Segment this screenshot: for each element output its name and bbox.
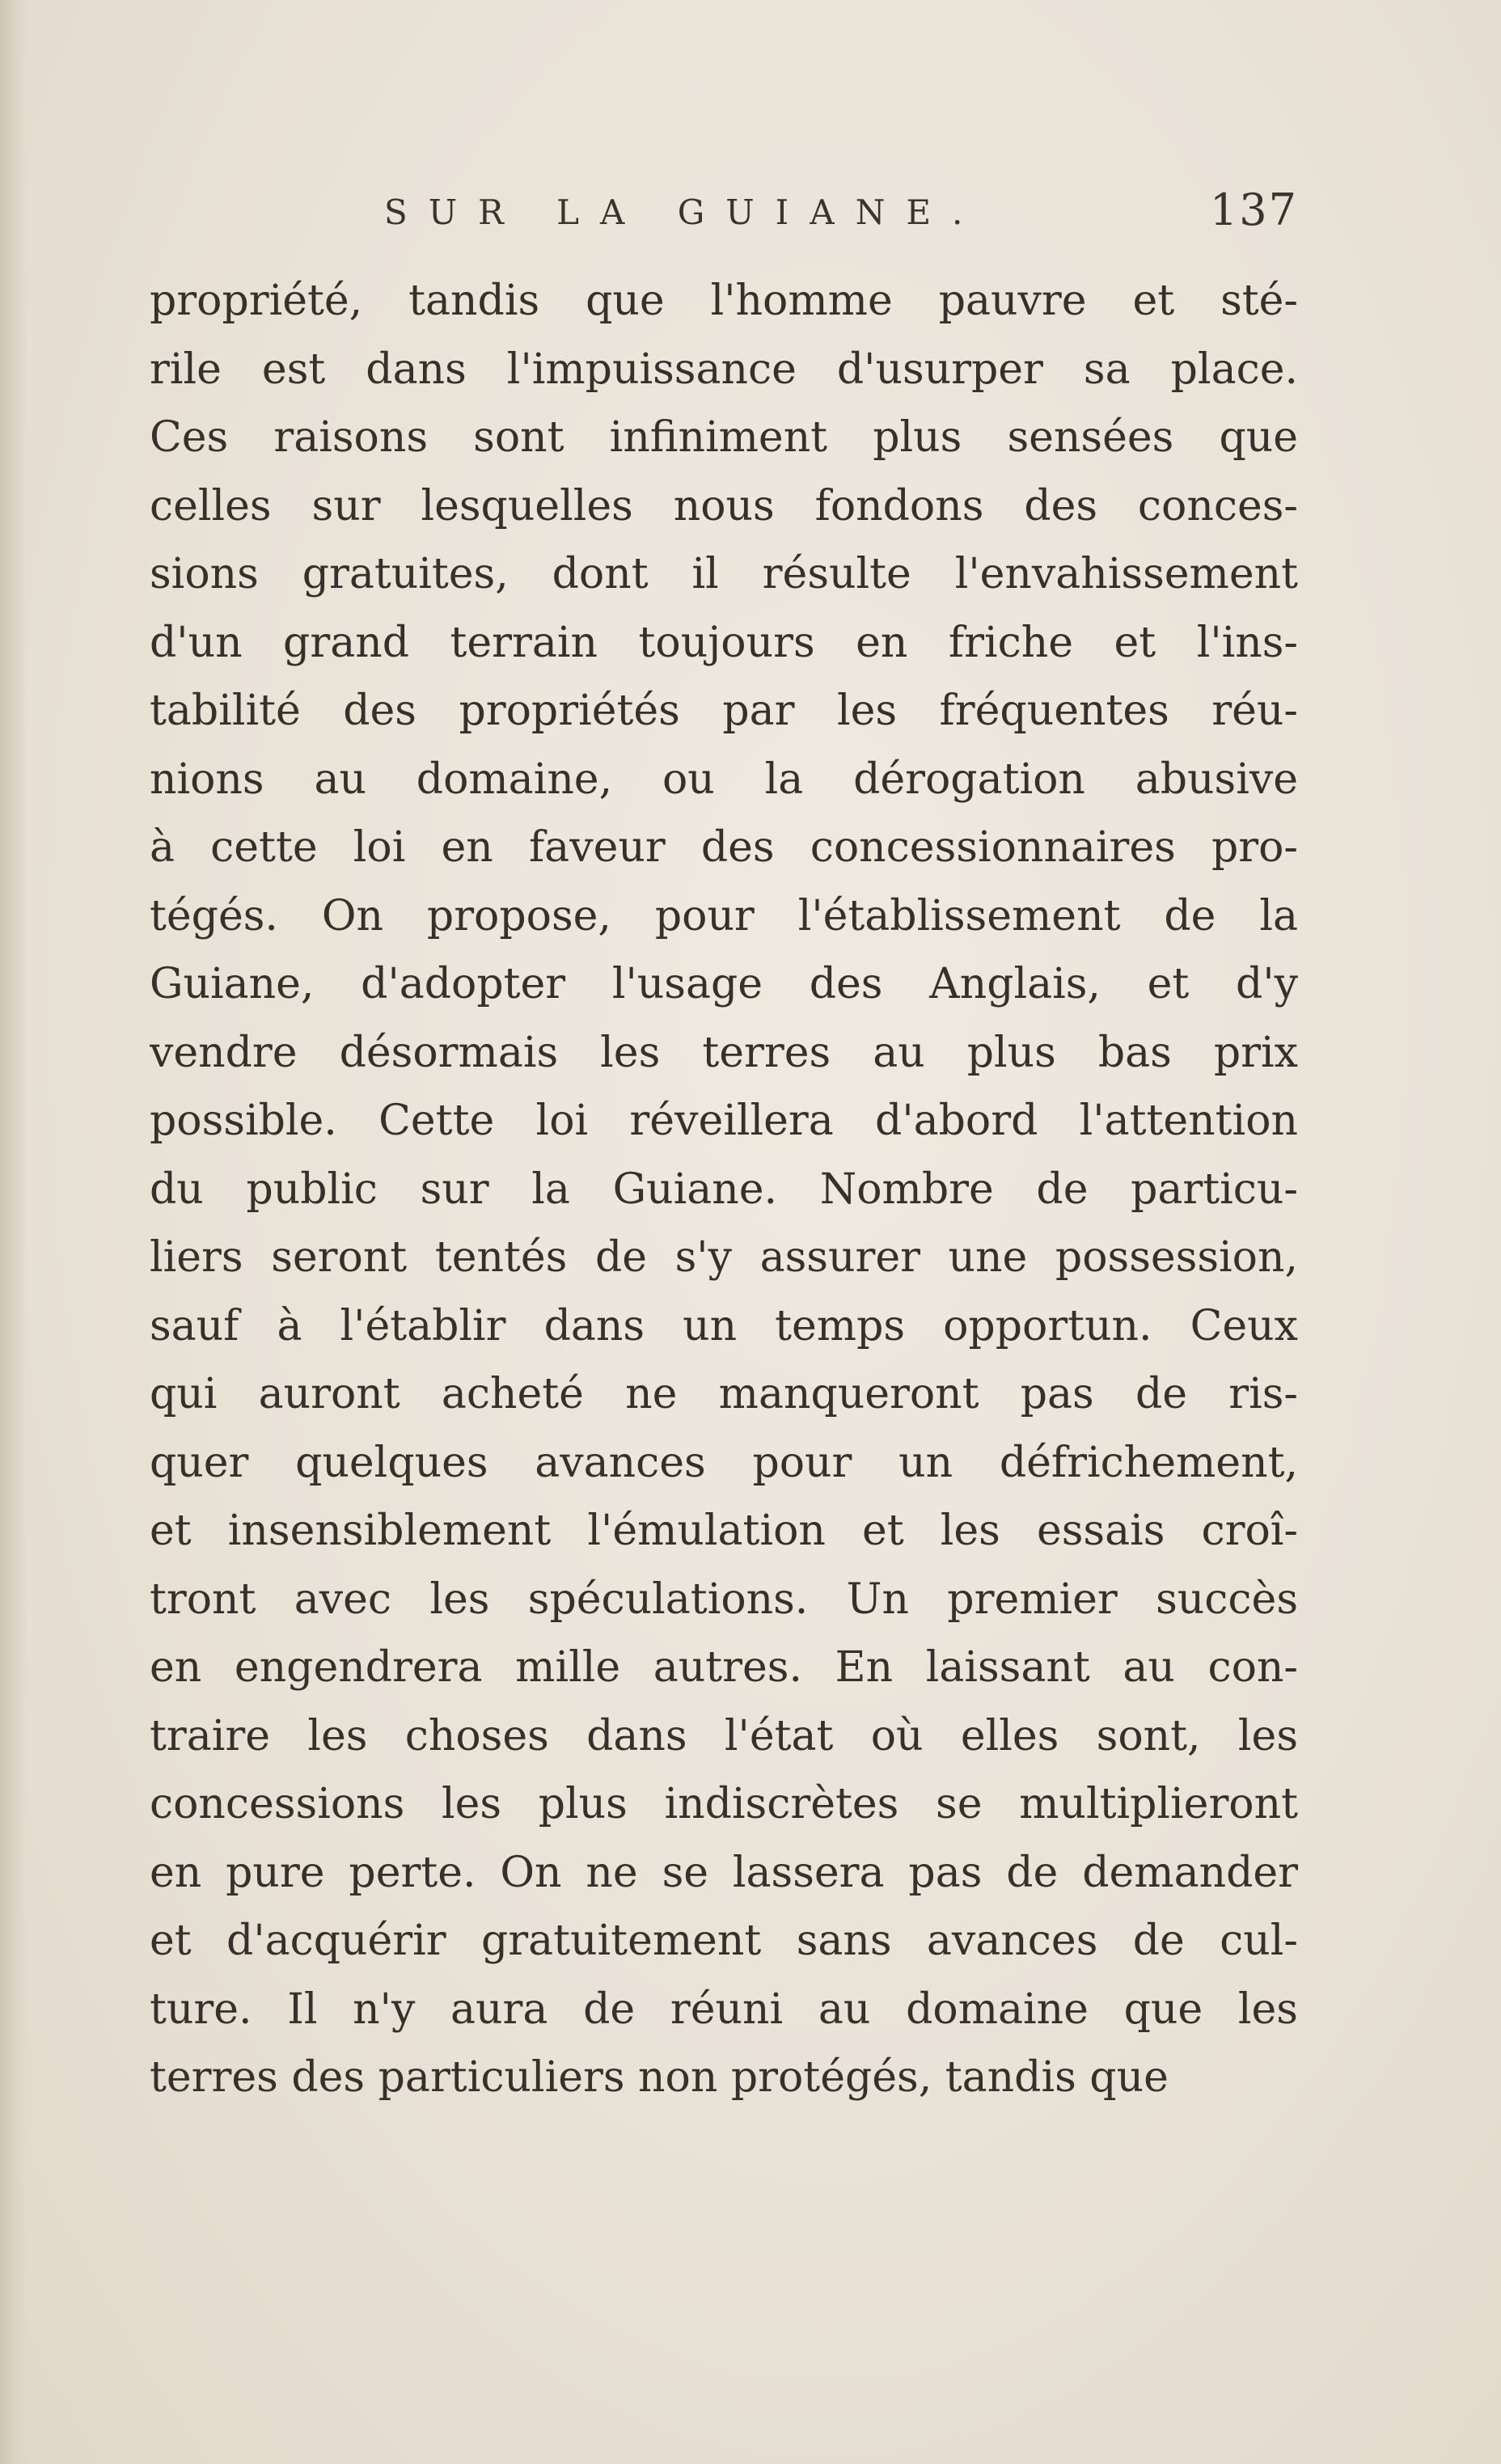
text-line: Guiane, d'adopter l'usage des Anglais, et d'y xyxy=(150,960,1298,1008)
text-line: possible. Cette loi réveillera d'abord l'attention xyxy=(150,1097,1298,1145)
text-line: Ces raisons sont infiniment plus sensées que xyxy=(150,413,1298,462)
running-head xyxy=(150,178,1298,267)
page-number: 137 xyxy=(1209,184,1298,235)
text-line: et d'acquérir gratuitement sans avances de cul- xyxy=(150,1917,1298,1965)
text-line: concessions les plus indiscrètes se multiplieront xyxy=(150,1780,1298,1828)
text-line: sauf à l'établir dans un temps opportun. Ceux xyxy=(150,1301,1298,1350)
text-line: propriété, tandis que l'homme pauvre et sté- xyxy=(150,277,1298,325)
binding-edge xyxy=(0,0,27,2464)
text-line: rile est dans l'impuissance d'usurper sa place. xyxy=(150,344,1298,394)
text-line: tabilité des propriétés par les fréquentes réu- xyxy=(150,687,1298,735)
text-line: d'un grand terrain toujours en friche et l'ins- xyxy=(150,618,1298,667)
text-line: liers seront tentés de s'y assurer une possession, xyxy=(150,1233,1298,1282)
text-line: ture. Il n'y aura de réuni au domaine que les xyxy=(150,1984,1298,2034)
text-line: qui auront acheté ne manqueront pas de ris- xyxy=(150,1370,1298,1418)
text-line: nions au domaine, ou la dérogation abusive xyxy=(150,754,1298,804)
text-line: vendre désormais les terres au plus bas prix xyxy=(150,1028,1298,1077)
text-line: quer quelques avances pour un défrichement, xyxy=(150,1438,1298,1487)
text-line: terres des particuliers non protégés, tandis que xyxy=(150,2053,1169,2102)
text-line: et insensiblement l'émulation et les essais croî- xyxy=(150,1507,1298,1555)
text-line: du public sur la Guiane. Nombre de particu- xyxy=(150,1164,1298,1214)
text-line: traire les choses dans l'état où elles sont, les xyxy=(150,1711,1298,1760)
running-title: SUR LA GUIANE. xyxy=(384,192,984,232)
text-line: tront avec les spéculations. Un premier succès xyxy=(150,1574,1298,1624)
text-line: sions gratuites, dont il résulte l'envahissement xyxy=(150,550,1298,598)
text-line: celles sur lesquelles nous fondons des conces- xyxy=(150,481,1298,530)
text-line: en engendrera mille autres. En laissant au con- xyxy=(150,1643,1298,1692)
body-text xyxy=(150,267,1298,2112)
text-line: tégés. On propose, pour l'établissement de la xyxy=(150,891,1298,940)
text-line: à cette loi en faveur des concessionnaires pro- xyxy=(150,823,1298,872)
text-line: en pure perte. On ne se lassera pas de demander xyxy=(150,1848,1298,1897)
